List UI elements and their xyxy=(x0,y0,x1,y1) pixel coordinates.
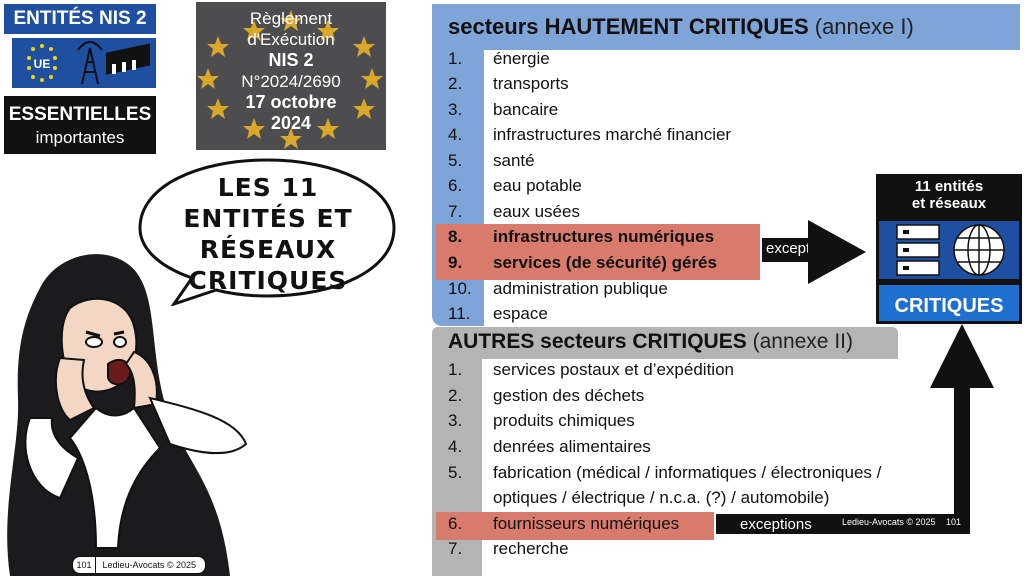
exceptions-label-bottom: exceptions xyxy=(740,516,812,533)
list-item: 2. transports xyxy=(448,74,569,93)
regulation-card xyxy=(196,2,386,150)
credit-text-right: Ledieu-Avocats © 2025 xyxy=(842,517,936,527)
list-item: 7. recherche xyxy=(448,539,569,558)
regulation-subtitle: d'Exécution xyxy=(247,30,335,49)
bubble-line2: ENTITÉS ET xyxy=(183,204,353,233)
list-item: 3. bancaire xyxy=(448,100,559,119)
bubble-line4: CRITIQUES xyxy=(188,266,348,295)
eu-flag-label: UE xyxy=(33,57,51,71)
bubble-line1: LES 11 xyxy=(217,173,319,202)
arrow-up-shaft xyxy=(954,386,970,520)
essential-label: ESSENTIELLES xyxy=(8,104,152,125)
credit-text: Ledieu-Avocats © 2025 xyxy=(102,560,197,570)
list-item: 4. infrastructures marché financier xyxy=(448,125,732,144)
critical-box-line2: et réseaux xyxy=(911,195,987,212)
critical-box-label: CRITIQUES xyxy=(876,282,1022,324)
list-item: 5. santé xyxy=(448,151,535,170)
server-globe-icon xyxy=(876,218,1022,282)
list-item: 5. fabrication (médical / informatiques / électroniques / xyxy=(448,463,882,482)
regulation-title: Règlement xyxy=(249,9,333,28)
list-item: 3. produits chimiques xyxy=(448,411,635,430)
list-item: 8. infrastructures numériques xyxy=(448,227,715,246)
regulation-year: 2024 xyxy=(270,113,312,133)
high-critical-title-bold: secteurs HAUTEMENT CRITIQUES xyxy=(448,14,809,39)
important-label: importantes xyxy=(35,128,125,147)
credit-footer xyxy=(72,556,206,574)
other-critical-title xyxy=(448,330,853,354)
list-item: 4. denrées alimentaires xyxy=(448,437,651,456)
list-item: 6. eau potable xyxy=(448,176,582,195)
list-item: 11. espace xyxy=(448,304,548,323)
page-number: 101 xyxy=(73,557,96,573)
arrow-right-icon xyxy=(808,220,866,284)
arrow-up-icon xyxy=(930,324,994,388)
other-critical-title-bold: AUTRES secteurs CRITIQUES xyxy=(448,330,747,353)
other-critical-title-suffix: (annexe II) xyxy=(752,330,853,353)
eu-flag-icon xyxy=(12,38,72,88)
list-item: 6. fournisseurs numériques xyxy=(448,514,680,533)
list-item: 7. eaux usées xyxy=(448,202,580,221)
exceptions-label: exceptions xyxy=(766,240,838,257)
high-critical-title-suffix: (annexe I) xyxy=(814,14,914,39)
critical-box-header xyxy=(876,174,1022,218)
list-item: 1. services postaux et d’expédition xyxy=(448,360,734,379)
badge-title: ENTITÉS NIS 2 xyxy=(4,4,156,34)
list-item: optiques / électrique / n.c.a. (?) / automobile) xyxy=(493,488,830,507)
critical-entities-box xyxy=(876,174,1022,324)
high-critical-title xyxy=(448,14,914,40)
regulation-number: N°2024/2690 xyxy=(241,72,341,91)
essential-important-label xyxy=(4,96,156,154)
list-item: 2. gestion des déchets xyxy=(448,386,645,405)
nis2-entities-badge xyxy=(4,4,156,154)
regulation-date: 17 octobre xyxy=(245,92,337,112)
bubble-line3: RÉSEAUX xyxy=(199,235,337,264)
list-item: 10. administration publique xyxy=(448,279,668,298)
lawyer-shouting-illustration xyxy=(0,248,260,576)
critical-box-line1: 11 entités xyxy=(914,178,984,195)
antenna-tower-icon xyxy=(72,38,156,88)
page-number-right: 101 xyxy=(946,517,962,527)
regulation-name: NIS 2 xyxy=(268,50,314,70)
list-item: 9. services (de sécurité) gérés xyxy=(448,253,717,272)
list-item: 1. énergie xyxy=(448,49,550,68)
